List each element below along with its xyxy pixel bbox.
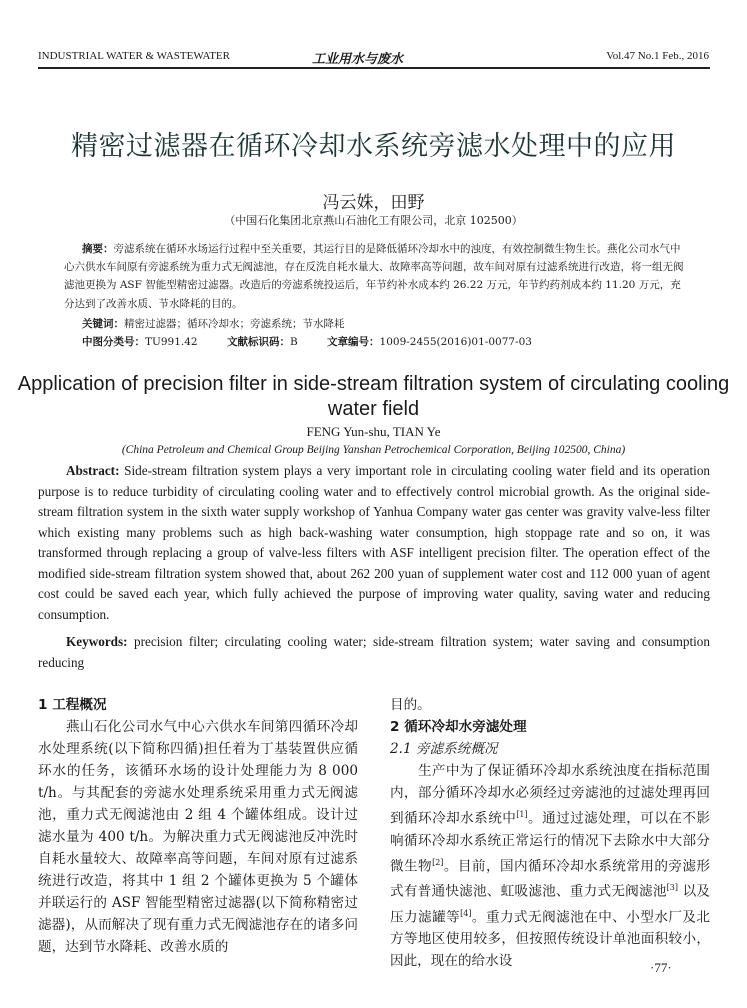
keywords-en <box>38 632 710 673</box>
title-cn: 精密过滤器在循环冷却水系统旁滤水处理中的应用 <box>71 131 676 162</box>
header-rule <box>38 67 710 69</box>
section-2-1-paragraph <box>390 760 710 972</box>
authors-en: FENG Yun-shu, TIAN Ye <box>306 424 441 439</box>
right-column <box>390 694 710 972</box>
affiliation-en: (China Petroleum and Chemical Group Beijing Yanshan Petrochemical Corporation, Beijing 102500, China) <box>121 444 626 456</box>
text-run: 以及压力滤罐等 <box>390 883 711 926</box>
article-no-label: 文章编号： <box>327 336 380 348</box>
classification <box>82 334 532 349</box>
left-column <box>38 694 358 958</box>
section-1-paragraph: 燕山石化公司水气中心六供水车间第四循环冷却水处理系统(以下简称四循)担任着为丁基装置供应循环水的任务，该循环水场的设计处理能力为 8 000 t/h。与其配套的旁滤水处理系统采用重力式无阀滤池，重力式无阀滤池由 2 组 4 个罐体组成。设计过滤水量为 400 t/h。为解决重力式无阀滤池反冲洗时自耗水量较大、故障率高等问题，车间对原有过滤系统进行改造，将其中 1 组 2 个罐体更换为 5 个罐体并联运行的 ASF 智能型精密过滤器(以下简称精密过滤器)，从而解决了现有重力式无阀滤池存在的诸多问题，达到节水降耗、改善水质的 <box>38 719 358 955</box>
journal-name-en: INDUSTRIAL WATER & WASTEWATER <box>38 50 230 62</box>
article-no-value: 1009-2455(2016)01-0077-03 <box>379 336 532 348</box>
keywords-cn-label: 关键词： <box>82 318 124 330</box>
text-run: 。重力式无阀滤池在中、小型水厂及北方等地区使用较多，但按照传统设计单池面积较小，因此，现在的给水设 <box>390 909 711 970</box>
section-2-1-heading: 2.1 旁滤系统概况 <box>390 741 498 757</box>
section-1-paragraph-end: 目的。 <box>390 697 431 713</box>
clc-label: 中图分类号： <box>82 336 145 348</box>
abstract-cn <box>64 240 686 313</box>
title-en: Application of precision filter in side-stream filtration system of circulating cooling water field <box>17 373 730 420</box>
abstract-en <box>38 461 710 625</box>
abstract-cn-label: 摘要： <box>82 243 114 255</box>
text-run: 生产中为了保证循环冷却水系统浊度在指标范围内，部分循环冷却水必须经过旁滤池的过滤处理再回到循环冷却水系统中 <box>390 763 710 827</box>
journal-name-cn: 工业用水与废水 <box>312 52 404 67</box>
keywords-en-text: precision filter; circulating cooling water; side-stream filtration system; water saving and consumption reducing <box>38 634 710 670</box>
citation: [3] <box>666 883 679 893</box>
keywords-cn <box>82 316 345 331</box>
keywords-cn-text: 精密过滤器；循环冷却水；旁滤系统；节水降耗 <box>124 318 345 330</box>
abstract-en-label: Abstract: <box>66 463 120 478</box>
text-run: 。目前，国内循环冷却水系统常用的旁滤形式有普通快滤池、虹吸滤池、重力式无阀滤池 <box>390 858 711 900</box>
citation: [2] <box>432 857 444 867</box>
issue-info: Vol.47 No.1 Feb., 2016 <box>606 50 709 62</box>
text-run: 。通过过滤处理，可以在不影响循环冷却水系统正常运行的情况下去除水中大部分微生物 <box>390 810 711 875</box>
citation: [1] <box>516 810 528 819</box>
page-number: ·77· <box>650 960 672 975</box>
abstract-en-text: Side-stream filtration system plays a very important role in circulating cooling water field and its operation purpose is to reduce turbidity of circulating cooling water and to effectively control microbial growth. As the original side-stream filtration system in the sixth water supply workshop of Yanhua Company water gas center was gravity valve-less filter which existing many problems such as high back-washing water consumption, high stoppage rate and so on, it was transformed through replacing a group of valve-less filters with ASF intelligent precision filter. The operation effect of the modified side-stream filtration system showed that, about 262 200 yuan of supplement water cost and 112 000 yuan of agent cost could be saved each year, which fully achieved the purpose of improving water quality, saving water and reducing consumption. <box>38 463 711 622</box>
affiliation-cn: （中国石化集团北京燕山石油化工有限公司，北京 102500） <box>224 214 523 227</box>
keywords-en-label: Keywords: <box>66 634 128 649</box>
authors-cn: 冯云姝，田野 <box>322 193 425 213</box>
section-2-heading: 2 循环冷却水旁滤处理 <box>390 719 527 735</box>
abstract-cn-text: 旁滤系统在循环水场运行过程中至关重要，其运行目的是降低循环冷却水中的浊度，有效控制微生物生长。燕化公司水气中心六供水车间原有旁滤系统为重力式无阀滤池，存在反洗自耗水量大、故障率高等问题，故车间对原有过滤系统进行改造，将一组无阀滤池更换为 ASF 智能型精密过滤器。改造后的旁滤系统投运后，年节约补水成本约 26.22 万元，年节约药剂成本约 11.20 万元，充分达到了改善水质、节水降耗的目的。 <box>64 243 684 310</box>
doc-code-label: 文献标识码： <box>226 336 290 348</box>
doc-code-value: B <box>289 336 298 348</box>
section-1-heading: 1 工程概况 <box>38 697 107 713</box>
citation: [4] <box>460 908 472 918</box>
clc-value: TU991.42 <box>145 336 198 348</box>
